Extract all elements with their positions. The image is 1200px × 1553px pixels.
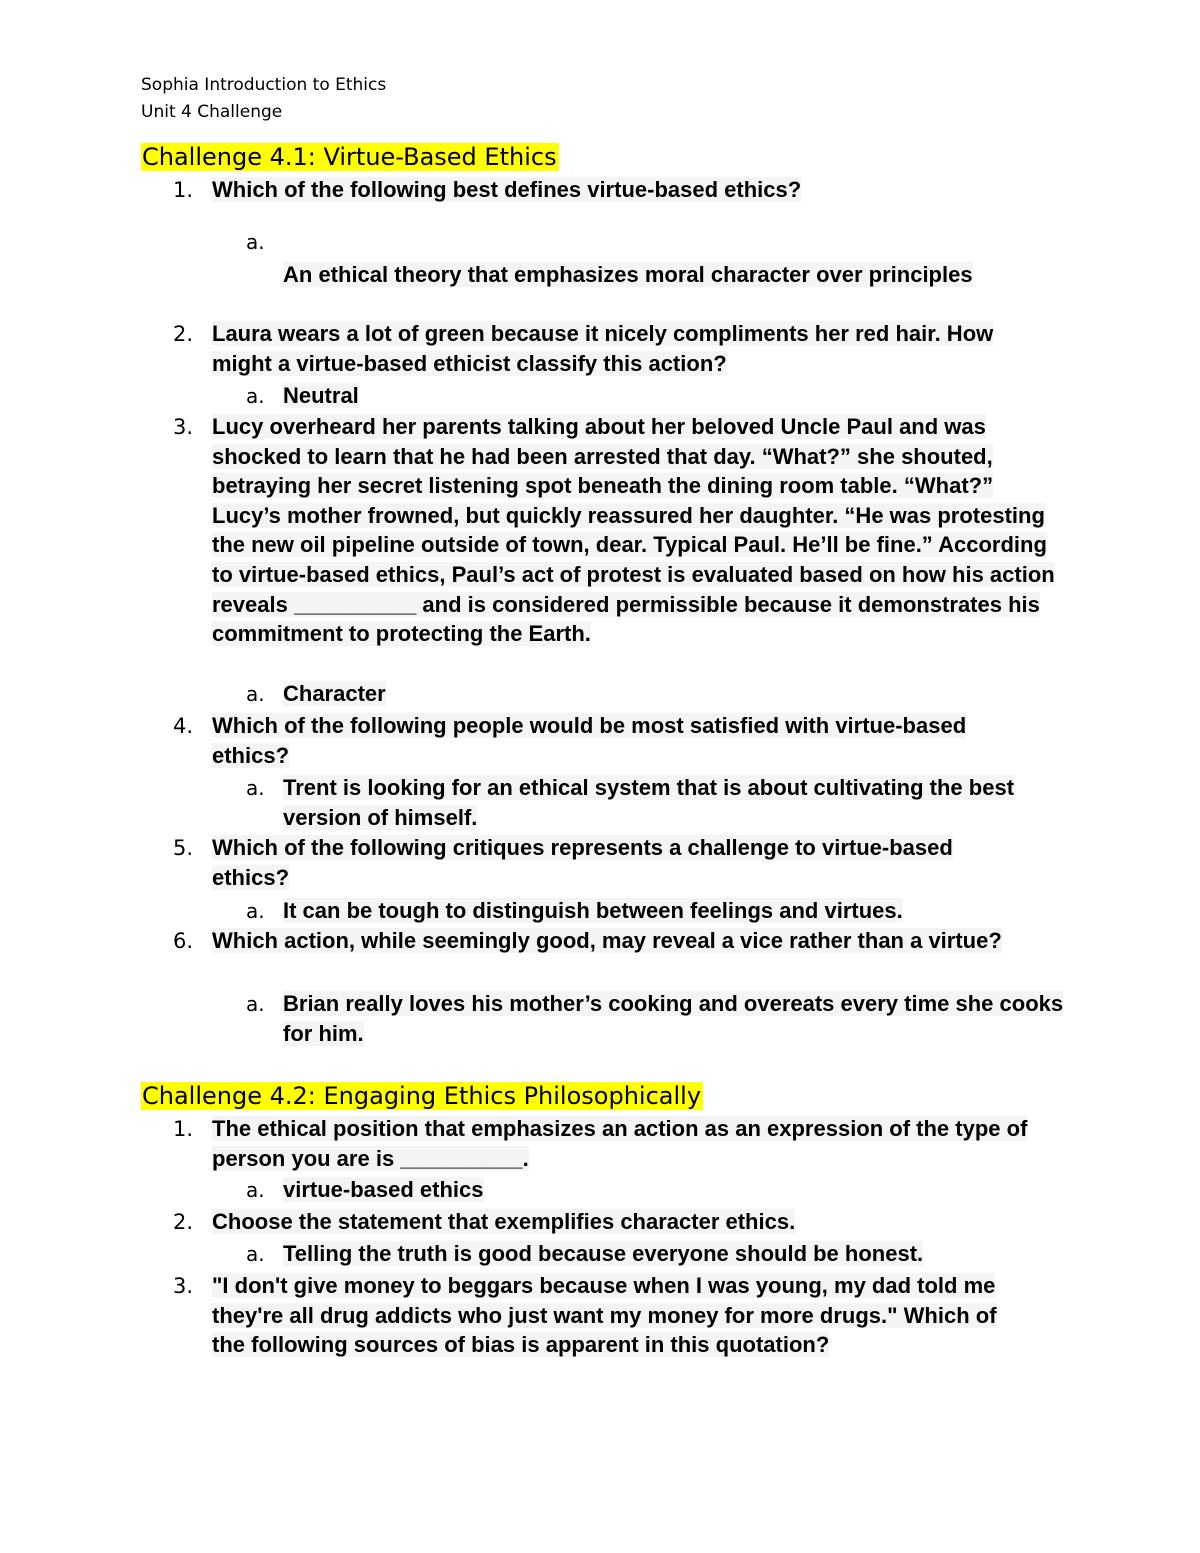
question-number: 3. [173,1274,194,1298]
question-text: Which of the following people would be most satisfied with virtue-based ethics? [212,713,967,768]
question-text: Which of the following best defines virtue-based ethics? [212,177,802,202]
answer-text: Trent is looking for an ethical system that is about cultivating the best version of himself. [283,775,1015,830]
answer-text: Telling the truth is good because everyone should be honest. [283,1241,924,1266]
answer-text: Brian really loves his mother’s cooking and overeats every time she cooks for him. [283,991,1064,1046]
question-number: 2. [173,1210,194,1234]
answer-text: An ethical theory that emphasizes moral character over principles [283,262,973,287]
answer-text: virtue-based ethics [283,1177,484,1202]
answer-text: Character [283,681,386,706]
question-number: 3. [173,415,194,439]
section-title-4-2: Challenge 4.2: Engaging Ethics Philosophically [142,1082,702,1110]
question-text: Lucy overheard her parents talking about her beloved Uncle Paul and was shocked to learn that he had been arrested that day. “What?” she shouted, betraying her secret listening spot beneath the dining room table. “What?” Lucy’s mother frowned, but quickly reassured her daughter. “He was protesting the new oil pipeline outside of town, dear. Typical Paul. He’ll be fine.” According to virtue-based ethics, Paul’s act of protest is evaluated based on how his action reveals __________ and is considered permissible because it demonstrates his commitment to protecting the Earth. [212,414,1055,647]
question-text: Which action, while seemingly good, may reveal a vice rather than a virtue? [212,928,1002,953]
question-number: 2. [173,322,194,346]
answer-letter: a. [246,776,265,800]
question-text: Choose the statement that exemplifies character ethics. [212,1209,796,1234]
question-text: Laura wears a lot of green because it nicely compliments her red hair. How might a virtue-based ethicist classify this action? [212,321,994,376]
answer-letter: a. [246,682,265,706]
answer-letter: a. [246,384,265,408]
answer-letter: a. [246,899,265,923]
answer-letter: a. [246,1242,265,1266]
question-text: The ethical position that emphasizes an action as an expression of the type of person you are is __________. [212,1116,1028,1171]
question-number: 1. [173,178,194,202]
question-number: 1. [173,1117,194,1141]
question-number: 5. [173,836,194,860]
answer-letter: a. [246,1178,265,1202]
answer-text: It can be tough to distinguish between feelings and virtues. [283,898,903,923]
section-title-4-1: Challenge 4.1: Virtue-Based Ethics [142,143,557,171]
question-number: 6. [173,929,194,953]
course-title: Sophia Introduction to Ethics [141,75,387,95]
answer-text: Neutral [283,383,359,408]
answer-letter: a. [246,230,265,254]
question-number: 4. [173,714,194,738]
unit-title: Unit 4 Challenge [141,102,283,122]
question-text: "I don't give money to beggars because when I was young, my dad told me they're all drug addicts who just want my money for more drugs." Which of the following sources of bias is apparent in this quotation? [212,1273,997,1358]
question-text: Which of the following critiques represents a challenge to virtue-based ethics? [212,835,953,890]
answer-letter: a. [246,992,265,1016]
